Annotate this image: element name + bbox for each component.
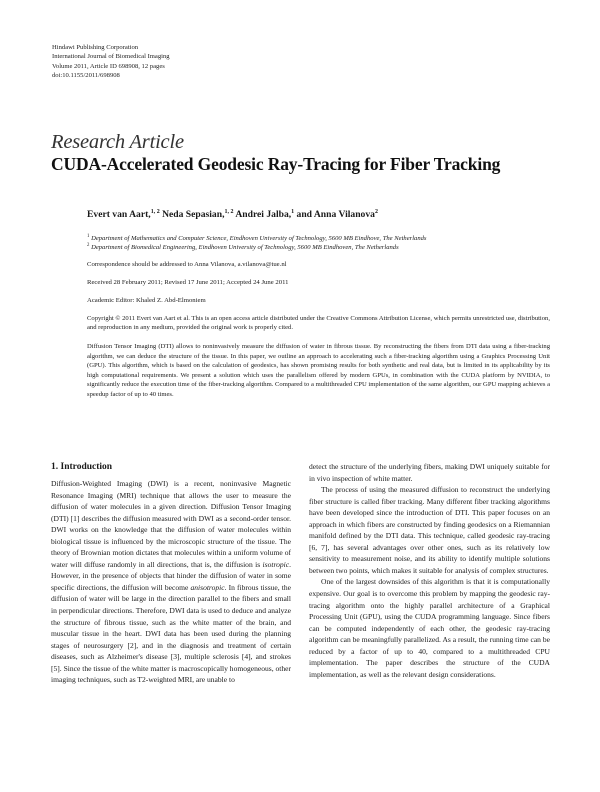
article-title: CUDA-Accelerated Geodesic Ray-Tracing for Fiber Tracking <box>51 154 501 174</box>
paragraph: One of the largest downsides of this algorithm is that it is computationally expensive. Our goal is to overcome this problem by mapping the geodesic ray-tracing algorithm onto the highly parallel architecture of a Graphical Processing Unit (GPU), using the CUDA programming language. Since fibers can be computed independently of each other, the geodesic ray-tracing algorithm can be meaningfully parallelized. As a result, the running time can be reduced by a factor of up to 40, compared to a multithreaded CPU implementation. The paper describes the structure of the CUDA implementation, as well as the relevant design considerations. <box>309 577 550 679</box>
academic-editor: Academic Editor: Khaled Z. Abd-Elmoniem <box>87 297 206 304</box>
text-run: . However, in the presence of objects that hinder the diffusion of water in some specific directions, the diffusion will become <box>51 559 291 592</box>
author-name: Evert van Aart, <box>87 209 151 221</box>
affiliation-text: Department of Biomedical Engineering, Eindhoven University of Technology, 5600 MB Eindhoven, The Netherlands <box>91 244 399 252</box>
author-affil-sup: 1 <box>291 209 295 215</box>
copyright: Copyright © 2011 Evert van Aart et al. This is an open access article distributed under the Creative Commons Attribution License, which permits unrestricted use, distribution, and reproduction in any medium, provided the original work is properly cited. <box>87 315 550 332</box>
volume-line: Volume 2011, Article ID 698908, 12 pages <box>52 62 165 70</box>
paragraph: The process of using the measured diffusion to reconstruct the underlying fiber structure is called fiber tracking. Many different fiber tracking algorithms have been developed since the introduction of DTI. This paper focuses on an approach in which fibers are constructed by finding geodesics on a Riemannian manifold defined by the DTI data. This technique, called geodesic ray-tracing [6, 7], has several advantages over other ones, such as its relatively low sensitivity to measurement noise, and its ability to identify multiple solutions between two points, which makes it suitable for analysis of complex structures. <box>309 485 550 575</box>
text-run: Diffusion-Weighted Imaging (DWI) is a recent, noninvasive Magnetic Resonance Imaging (MRI) technique that allows the user to measure the diffusion of water molecules in a given direction. Diffusion Tensor Imaging (DTI) [1] describes the diffusion measured with DWI as a second-order tensor. DWI works on the knowledge that the diffusion of water molecules within biological tissue is influenced by the microscopic structure of the tissue. The theory of Brownian motion dictates that molecules within a uniform volume of water will diffuse randomly in all directions, that is, the diffusion is <box>51 479 291 569</box>
affiliation-text: Department of Mathematics and Computer Science, Eindhoven University of Technology, 5600 MB Eindhove, The Netherlands <box>91 235 427 243</box>
author-affil-sup: 2 <box>374 209 378 215</box>
affiliation-num: 1 <box>87 234 90 239</box>
author-affil-sup: 1, 2 <box>150 209 160 215</box>
author-name: Andrei Jalba, <box>235 209 292 221</box>
left-column <box>51 478 291 686</box>
text-run: . In fibrous tissue, the diffusion of water will be large in the direction parallel to the fibers and small in perpendicular directions. Therefore, DWI data is used to deduce and analyze the structure of fibrous tissue, such as the white matter of the brain, and muscular tissue in the heart. DWI data has been used during the planning stages of neurosurgery [2], and in the diagnosis and treatment of certain diseases, such as Alzheimer's disease [3], multiple sclerosis [4], and strokes [5]. Since the tissue of the white matter is macroscopically homogeneous, other imaging techniques, such as T2-weighted MRI, are unable to <box>51 582 291 685</box>
section-heading: 1. Introduction <box>51 462 113 472</box>
paragraph <box>51 478 291 686</box>
paragraph: detect the structure of the underlying fibers, making DWI uniquely suitable for in vivo inspection of white matter. <box>309 462 550 483</box>
affiliation-2 <box>87 243 399 251</box>
dates: Received 28 February 2011; Revised 17 June 2011; Accepted 24 June 2011 <box>87 279 289 286</box>
right-column <box>309 461 550 680</box>
correspondence: Correspondence should be addressed to Anna Vilanova, a.vilanova@tue.nl <box>87 261 287 268</box>
affiliation-1 <box>87 234 427 242</box>
publisher: Hindawi Publishing Corporation <box>52 44 139 51</box>
author-name: and Anna Vilanova <box>296 209 375 221</box>
doi: doi:10.1155/2011/698908 <box>52 72 120 80</box>
author-affil-sup: 1, 2 <box>224 209 234 215</box>
emphasis: anisotropic <box>190 582 225 592</box>
journal-name: International Journal of Biomedical Imaging <box>52 53 170 61</box>
author-list <box>87 209 378 220</box>
author-name: Neda Sepasian, <box>162 209 225 221</box>
journal-info <box>52 43 170 81</box>
abstract: Diffusion Tensor Imaging (DTI) allows to noninvasively measure the diffusion of water in fibrous tissue. By reconstructing the fibers from DTI data using a fiber-tracking algorithm, we can deduce the structure of the tissue. In this paper, we outline an approach to accelerating such a fiber-tracking algorithm using a Graphics Processing Unit (GPU). This algorithm, which is based on the calculation of geodesics, has shown promising results for both synthetic and real data, but is limited in its applicability by its high computational requirements. We present a solution which uses the parallelism offered by modern GPUs, in combination with the CUDA platform by NVIDIA, to significantly reduce the execution time of the fiber-tracking algorithm. Compared to a multithreaded CPU implementation of the same algorithm, our GPU mapping achieves a speedup factor of up to 40 times. <box>87 343 550 398</box>
article-type: Research Article <box>51 131 184 153</box>
emphasis: isotropic <box>262 559 290 569</box>
affiliation-num: 2 <box>87 243 90 248</box>
